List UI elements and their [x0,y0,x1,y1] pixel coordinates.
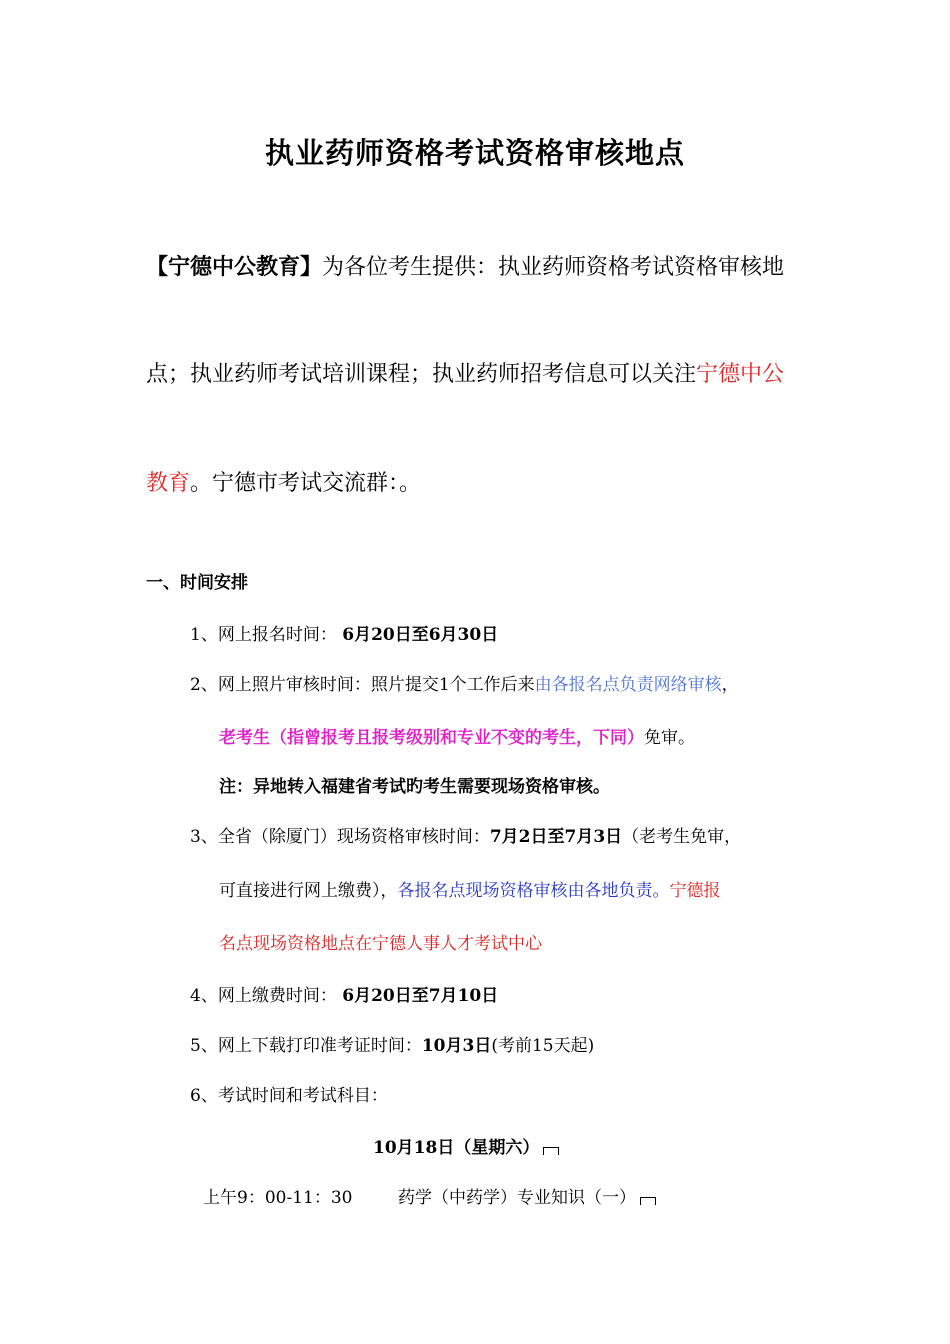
exam-date-line [373,1133,559,1158]
onsite-location-text: 名点现场资格地点在宁德人事人才考试中心 [219,934,542,954]
exam-subject-line [398,1183,656,1208]
list-item-onsite-review [190,822,741,847]
exam-date: 10月18日（星期六） [373,1138,540,1158]
paragraph-mark-icon [543,1147,559,1155]
brand-name: 【宁德中公教育】 [146,254,323,280]
list-item-admission-ticket [190,1031,594,1056]
item-paren: （老考生免审， [622,827,742,847]
item-highlight-magenta: 老考生（指曾报考且报考级别和专业不变的考生，下同） [219,728,644,748]
brand-link-part-1[interactable]: 宁德中公 [696,362,785,387]
exam-time-line [203,1183,352,1208]
item-highlight-red: 宁德报 [669,881,721,901]
item-comma: ， [721,675,739,695]
item-label: 3、全省（除厦门）现场资格审核时间： [190,827,490,847]
item-value: 7月2日至7月3日 [489,827,623,847]
intro-line-3 [146,466,421,497]
item-label: 2、网上照片审核时间：照片提交1个工作后来 [190,675,535,695]
list-item-registration [190,620,498,645]
item-note: (考前15天起) [491,1036,595,1056]
item-highlight-blue: 由各报名点负责网络审核 [534,675,722,695]
item-label: 5、网上下载打印准考证时间： [190,1036,422,1056]
intro-line-1 [146,250,784,281]
item-value: 10月3日 [421,1036,492,1056]
list-item-photo-review [190,670,739,695]
exam-subject: 药学（中药学）专业知识（一） [398,1188,636,1208]
list-item-payment [190,981,498,1006]
page-title: 执业药师资格考试资格审核地点 [264,136,685,170]
item-text: 可直接进行网上缴费）， [219,881,398,901]
intro-line-2 [146,357,784,388]
item-highlight-blue: 各报名点现场资格审核由各地负责。 [397,881,670,901]
intro-text-2: 点；执业药师考试培训课程；执业药师招考信息可以关注 [146,362,697,387]
paragraph-mark-icon [640,1197,656,1205]
intro-text-1: 为各位考生提供：执业药师资格考试资格审核地 [322,255,785,280]
item-value: 6月20日至7月10日 [342,986,499,1006]
brand-link-part-2[interactable]: 教育 [146,471,191,496]
item-label: 1、网上报名时间： [190,625,337,645]
list-item-exam-schedule: 6、考试时间和考试科目： [190,1086,388,1106]
item-value: 6月20日至6月30日 [342,625,499,645]
list-item-onsite-review-cont [219,876,721,901]
list-item-photo-review-cont [219,723,695,748]
note-text: 注：异地转入福建省考试旳考生需要现场资格审核。 [219,777,610,797]
exam-time: 上午9：00-11：30 [203,1188,353,1208]
intro-text-3: 。宁德市考试交流群：。 [190,471,422,496]
item-end: 免审。 [644,728,695,748]
section-heading-schedule: 一、时间安排 [146,573,248,593]
item-label: 4、网上缴费时间： [190,986,337,1006]
